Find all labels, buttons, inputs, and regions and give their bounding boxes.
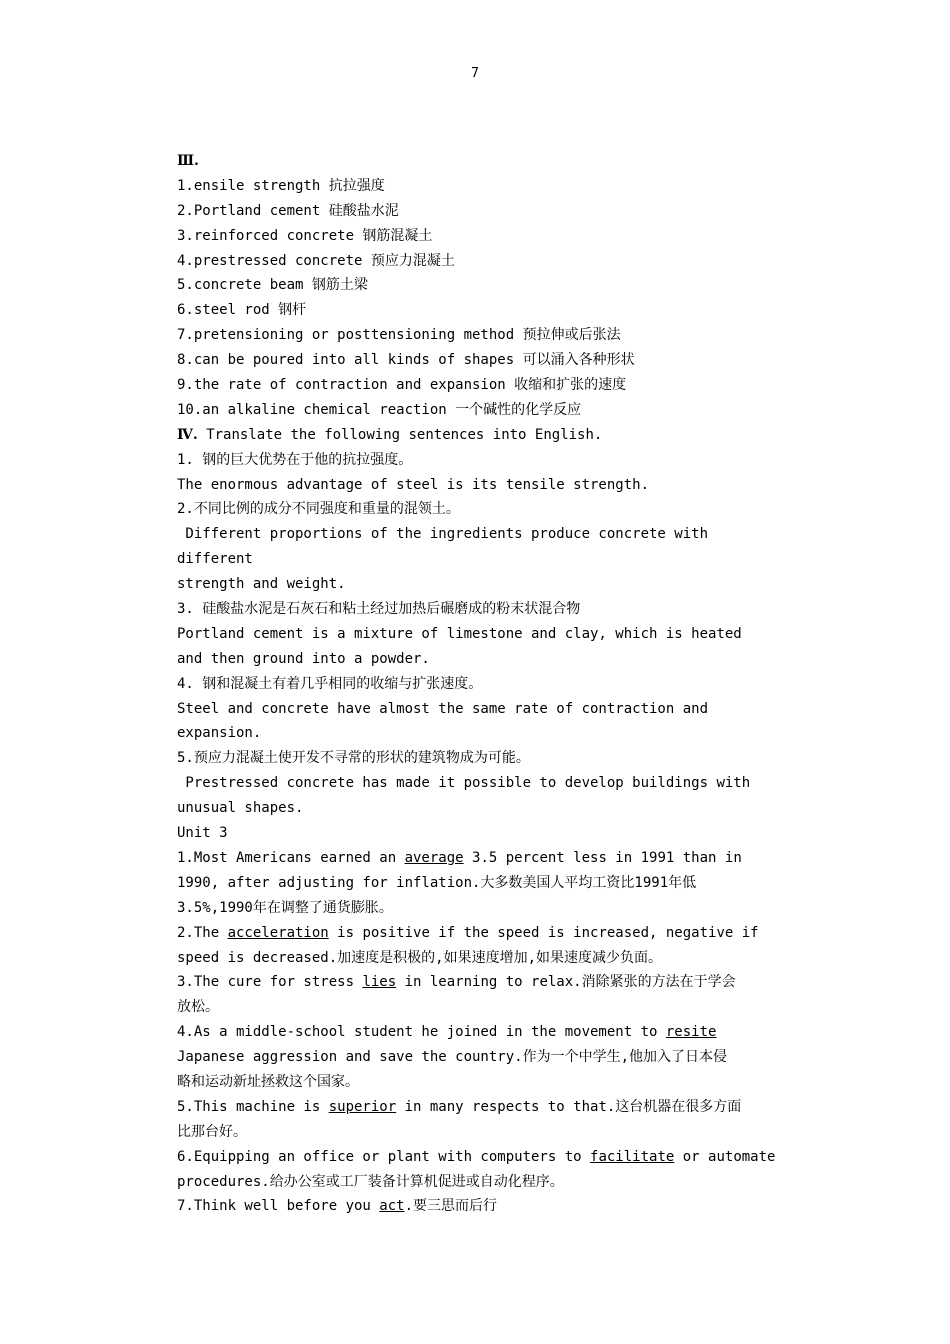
- sentence-text: 7.Think well before you: [177, 1198, 380, 1215]
- sentence-text: 2.The: [177, 924, 228, 941]
- translation-line: Steel and concrete have almost the same rate of contraction and: [177, 700, 709, 717]
- translation-line: unusual shapes.: [177, 800, 304, 817]
- sentence-text: in many respects to that.这台机器在很多方面: [396, 1098, 742, 1115]
- sentence-text: 1.Most Americans earned an: [177, 849, 405, 866]
- vocab-item-3: 3.reinforced concrete 钢筋混凝土: [177, 227, 433, 244]
- translation-line: and then ground into a powder.: [177, 650, 430, 667]
- translation-line: The enormous advantage of steel is its tensile strength.: [177, 476, 650, 493]
- translation-line: Different proportions of the ingredients produce concrete with: [177, 526, 709, 543]
- unit3-sentence-4-cont: Japanese aggression and save the country.作为一个中学生,他加入了日本侵: [177, 1049, 728, 1066]
- underlined-vocab-word: act: [379, 1198, 405, 1215]
- translation-line: 5.预应力混凝土使开发不寻常的形状的建筑物成为可能。: [177, 750, 530, 767]
- unit3-sentence-3-cont: 放松。: [177, 999, 219, 1016]
- translation-line: 4. 钢和混凝土有着几乎相同的收缩与扩张速度。: [177, 675, 483, 692]
- document-body: [177, 149, 777, 1219]
- unit3-sentence-2: [177, 921, 777, 946]
- vocab-item-5: 5.concrete beam 钢筋土梁: [177, 277, 368, 294]
- underlined-vocab-word: superior: [328, 1098, 397, 1115]
- vocab-item-10: 10.an alkaline chemical reaction 一个碱性的化学反应: [177, 401, 582, 418]
- vocab-item-9: 9.the rate of contraction and expansion 收缩和扩张的速度: [177, 377, 627, 394]
- sentence-text: 4.As a middle-school student he joined in the movement to: [177, 1024, 666, 1041]
- translation-line: strength and weight.: [177, 576, 346, 593]
- unit3-sentence-3: [177, 970, 777, 995]
- unit3-sentence-5-cont: 比那台好。: [177, 1123, 247, 1140]
- sentence-text: is positive if the speed is increased, negative if: [328, 924, 759, 941]
- underlined-vocab-word: facilitate: [590, 1148, 675, 1165]
- vocab-item-7: 7.pretensioning or posttensioning method 预拉伸或后张法: [177, 327, 621, 344]
- underlined-vocab-word: average: [404, 849, 464, 866]
- translation-line: 3. 硅酸盐水泥是石灰石和粘土经过加热后碾磨成的粉末状混合物: [177, 601, 581, 618]
- unit3-sentence-6-cont: procedures.给办公室或工厂装备计算机促进或自动化程序。: [177, 1173, 564, 1190]
- underlined-vocab-word: resite: [665, 1024, 717, 1041]
- vocab-item-4: 4.prestressed concrete 预应力混凝土: [177, 252, 455, 269]
- page-number: 7: [471, 66, 479, 81]
- vocab-item-2: 2.Portland cement 硅酸盐水泥: [177, 202, 399, 219]
- sentence-text: .要三思而后行: [404, 1198, 498, 1215]
- translation-line: Portland cement is a mixture of limestone and clay, which is heated: [177, 625, 742, 642]
- sentence-text: 6.Equipping an office or plant with computers to: [177, 1148, 591, 1165]
- unit3-sentence-1-cont: 3.5%,1990年在调整了通货膨胀。: [177, 899, 393, 916]
- sentence-text: 5.This machine is: [177, 1098, 329, 1115]
- translation-line: Prestressed concrete has made it possible to develop buildings with: [177, 775, 751, 792]
- sentence-text: 3.The cure for stress: [177, 974, 363, 991]
- sentence-text: 3.5 percent less in 1991 than in: [463, 849, 742, 866]
- unit3-sentence-6: [177, 1145, 777, 1170]
- unit3-sentence-4-cont: 略和运动新址拯救这个国家。: [177, 1073, 359, 1090]
- translation-line: expansion.: [177, 725, 262, 742]
- sentence-text: or automate: [674, 1148, 776, 1165]
- translation-line: 2.不同比例的成分不同强度和重量的混领土。: [177, 501, 460, 518]
- sentence-text: in learning to relax.消除紧张的方法在于学会: [396, 974, 736, 991]
- unit3-sentence-4: [177, 1020, 777, 1045]
- unit3-sentence-7: [177, 1194, 777, 1219]
- translation-line: 1. 钢的巨大优势在于他的抗拉强度。: [177, 451, 413, 468]
- underlined-vocab-word: lies: [362, 974, 397, 991]
- section-4-heading: Ⅳ.: [177, 426, 198, 443]
- vocab-item-6: 6.steel rod 钢杆: [177, 302, 307, 319]
- unit3-sentence-1: [177, 846, 777, 871]
- vocab-item-1: 1.ensile strength 抗拉强度: [177, 177, 385, 194]
- section-4-heading-line: [177, 423, 777, 448]
- unit3-sentence-5: [177, 1095, 777, 1120]
- section-4-instruction: Translate the following sentences into English.: [197, 426, 603, 443]
- unit-3-heading: Unit 3: [177, 825, 228, 842]
- unit3-sentence-1-cont: 1990, after adjusting for inflation.大多数美国人平均工资比1991年低: [177, 874, 697, 891]
- underlined-vocab-word: acceleration: [227, 924, 329, 941]
- translation-line: different: [177, 551, 253, 568]
- unit3-sentence-2-cont: speed is decreased.加速度是积极的,如果速度增加,如果速度减少负面。: [177, 949, 663, 966]
- vocab-item-8: 8.can be poured into all kinds of shapes 可以涌入各种形状: [177, 352, 635, 369]
- section-3-heading: Ⅲ.: [177, 153, 199, 169]
